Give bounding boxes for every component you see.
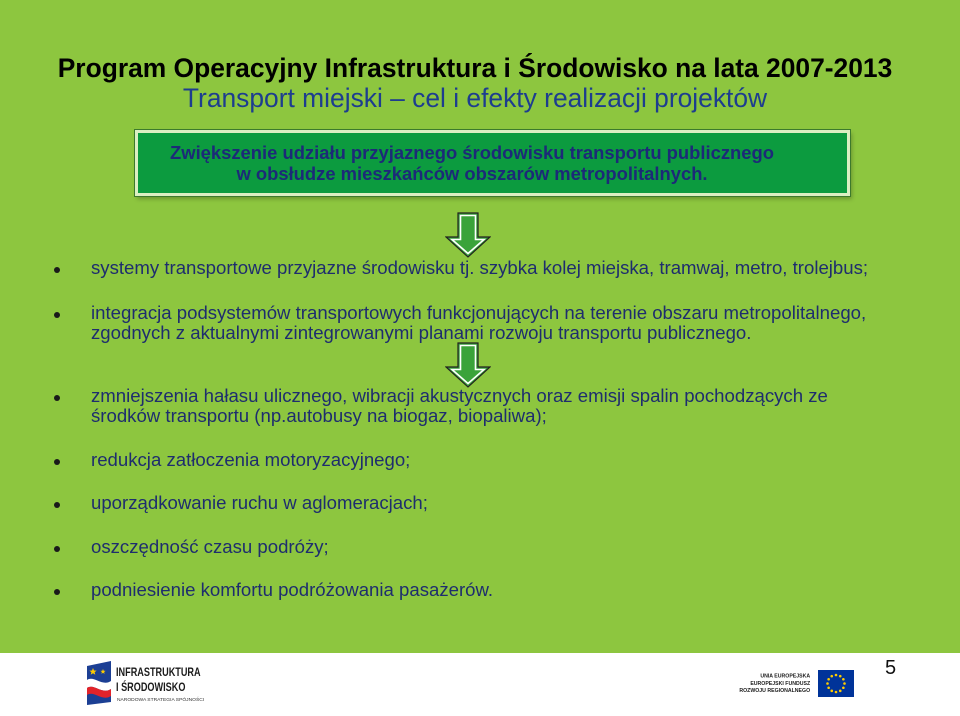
bullet-marker: [54, 459, 60, 465]
eu-logo-line1: UNIA EUROPEJSKA: [760, 673, 810, 680]
eu-logo-text: [739, 673, 810, 695]
slide-subtitle: Transport miejski – cel i efekty realizacji projektów: [182, 83, 768, 113]
bullet-marker: [54, 267, 60, 273]
bullet-marker: [54, 395, 60, 401]
list-item-measure: [91, 303, 866, 343]
page-number: 5: [885, 657, 897, 679]
list-item-effect: [91, 580, 493, 600]
list-item-text: integracja podsystemów transportowych funkcjonujących na terenie obszaru metropolitalnego,: [91, 302, 867, 323]
list-item-text: podniesienie komfortu podróżowania pasażerów.: [91, 579, 494, 600]
down-arrow-icon: [445, 342, 491, 388]
bullet-marker: [54, 589, 60, 595]
list-item-text: zgodnych z aktualnymi zintegrowanymi planami rozwoju transportu publicznego.: [91, 322, 752, 343]
eu-logo-line2: EUROPEJSKI FUNDUSZ: [750, 680, 810, 687]
goal-line: w obsłudze mieszkańców obszarów metropolitalnych.: [236, 163, 708, 184]
eu-logo-line3: ROZWOJU REGIONALNEGO: [739, 688, 810, 694]
infrastruktura-srodowisko-emblem-icon: [84, 659, 114, 707]
list-item-effect: [91, 537, 329, 557]
list-item-text: oszczędność czasu podróży;: [91, 536, 329, 557]
nss-logo-line2: I ŚRODOWISKO: [116, 680, 186, 694]
list-item-effect: [91, 493, 428, 513]
nss-logo-tagline: NARODOWA STRATEGIA SPÓJNOŚCI: [117, 697, 205, 703]
list-item-text: systemy transportowe przyjazne środowisku tj. szybka kolej miejska, tramwaj, metro, trolejbus;: [91, 257, 869, 278]
list-item-effect: [91, 386, 828, 426]
list-item-text: środków transportu (np.autobusy na biogaz, biopaliwa);: [91, 405, 547, 426]
goal-line: Zwiększenie udziału przyjaznego środowisku transportu publicznego: [170, 142, 774, 163]
nss-logo-line1: INFRASTRUKTURA: [116, 665, 201, 679]
goal-text: [138, 142, 806, 184]
list-item-text: uporządkowanie ruchu w aglomeracjach;: [91, 492, 428, 513]
list-item-text: zmniejszenia hałasu ulicznego, wibracji akustycznych oraz emisji spalin pochodzących ze: [91, 385, 828, 406]
bullet-marker: [54, 502, 60, 508]
eu-flag-icon: [818, 670, 854, 697]
list-item-text: redukcja zatłoczenia motoryzacyjnego;: [91, 449, 411, 470]
bullet-marker: [54, 546, 60, 552]
down-arrow-icon: [445, 212, 491, 258]
bullet-marker: [54, 312, 60, 318]
slide-title: Program Operacyjny Infrastruktura i Środowisko na lata 2007-2013: [57, 53, 893, 83]
list-item-measure: [91, 258, 868, 278]
list-item-effect: [91, 450, 410, 470]
goal-box: [135, 130, 850, 196]
